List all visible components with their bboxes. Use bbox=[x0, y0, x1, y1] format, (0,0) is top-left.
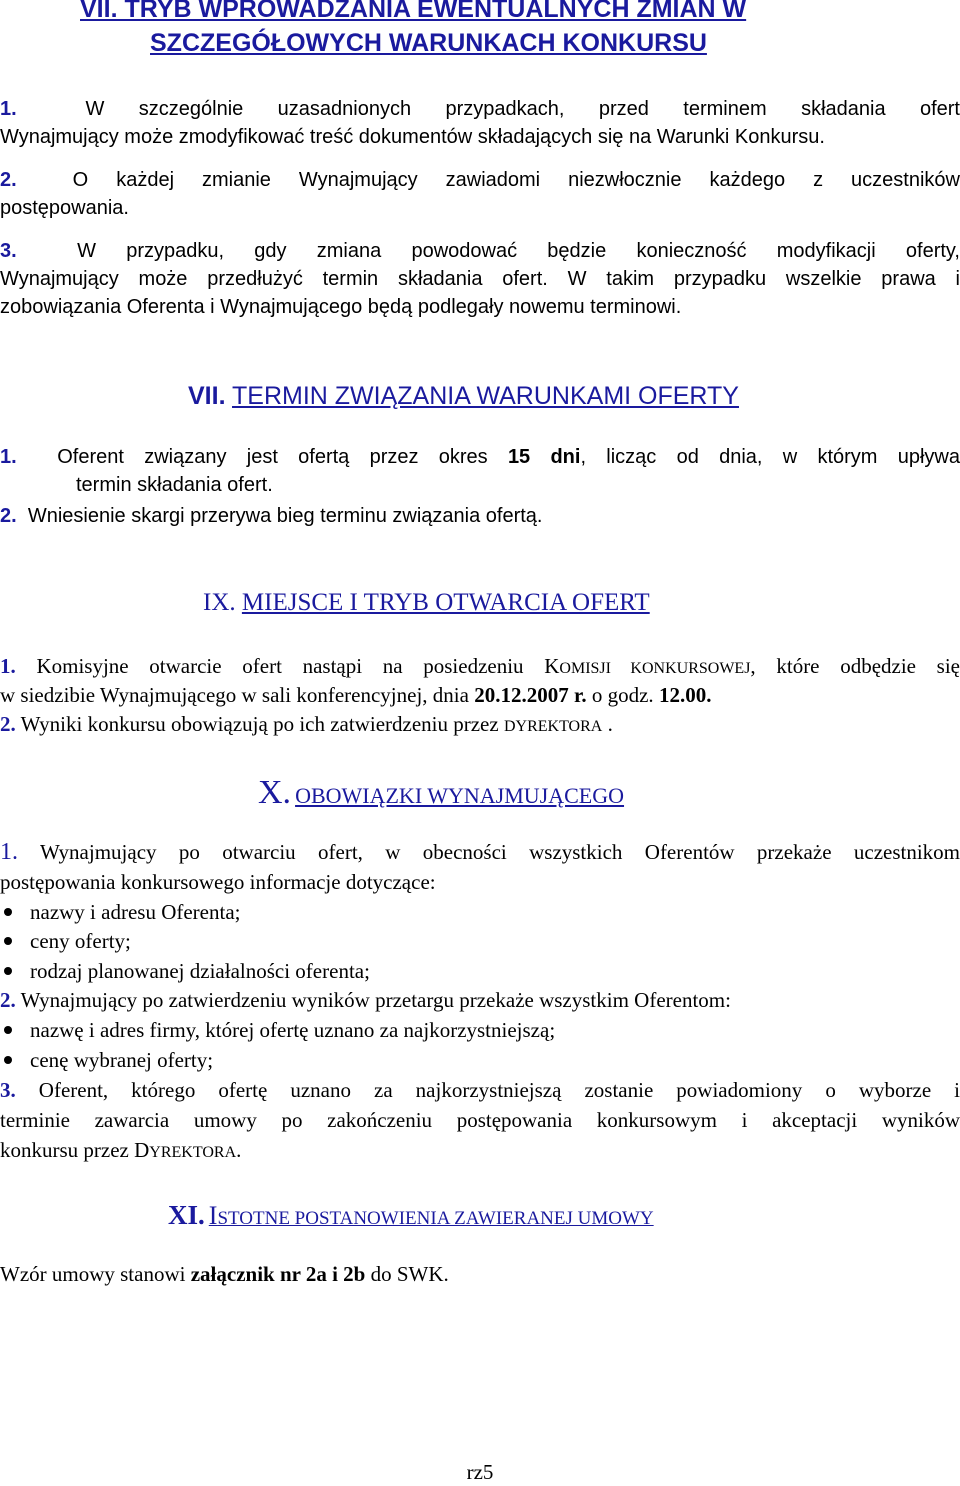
paragraph-number: 1. bbox=[0, 446, 17, 468]
bullet-icon bbox=[4, 908, 12, 916]
paragraph-vii-1-line2: termin składania ofert. bbox=[76, 474, 273, 496]
paragraph-number: 1. bbox=[0, 654, 16, 678]
bullet-icon bbox=[4, 1056, 12, 1064]
bullet-icon bbox=[4, 937, 12, 945]
bullet-icon bbox=[4, 1026, 12, 1034]
paragraph-3-line1: 3. W przypadku, gdy zmiana powodować będzie konieczność modyfikacji oferty, bbox=[0, 240, 960, 262]
paragraph-x-2: 2. Wynajmujący po zatwierdzeniu wyników przetargu przekaże wszystkim Oferentom: bbox=[0, 988, 731, 1012]
paragraph-ix-1-line2: w siedzibie Wynajmującego w sali konferencyjnej, dnia 20.12.2007 r. o godz. 12.00. bbox=[0, 683, 712, 707]
paragraph-1-line2: Wynajmujący może zmodyfikować treść dokumentów składających się na Warunki Konkursu. bbox=[0, 126, 825, 148]
section-heading-line1: VII. TRYB WPROWADZANIA EWENTUALNYCH ZMIAN W bbox=[80, 0, 747, 23]
paragraph-number: 2. bbox=[0, 712, 16, 736]
section-heading: X. OBOWIĄZKI WYNAJMUJĄCEGO bbox=[258, 774, 625, 811]
paragraph-number: 1. bbox=[0, 98, 17, 120]
paragraph-x-3-line1: 3. Oferent, którego ofertę uznano za najkorzystniejszą zostanie powiadomiony o wyborze i bbox=[0, 1078, 960, 1102]
paragraph-number: 2. bbox=[0, 169, 17, 191]
section-heading: IX. MIEJSCE I TRYB OTWARCIA OFERT bbox=[203, 589, 650, 616]
paragraph-number: 3. bbox=[0, 240, 17, 262]
paragraph-1-line1: 1. W szczególnie uzasadnionych przypadkach, przed terminem składania ofert bbox=[0, 98, 960, 120]
document-page: VII. TRYB WPROWADZANIA EWENTUALNYCH ZMIAN W SZCZEGÓŁOWYCH WARUNKACH KONKURSU 1. W szczególnie uzasadnionych przypadkach, przed terminem składania ofert Wynajmujący może zmodyfikować treść dokumentów składających się na Warunki Konkursu. 2. O każdej zmianie Wynajmujący zawiadomi niezwłocznie każdego z uczestników postępowania. 3. W przypadku, gdy zmiana powodować będzie konieczność modyfikacji oferty, Wynajmujący może przedłużyć termin składania ofert. W takim przypadku wszelkie prawa i zobowiązania Oferenta i Wynajmującego będą podlegały nowemu terminowi. VII. TERMIN ZWIĄZANIA WARUNKAMI OFERTY 1. Oferent związany jest ofertą przez okres 15 dni, licząc od dnia, w którym upływa termin składania ofert. 2. Wniesienie skargi przerywa bieg terminu związania ofertą. IX. MIEJSCE I TRYB OTWARCIA OFERT 1. Komisyjne otwarcie ofert nastąpi na posiedzeniu KOMISJI KONKURSOWEJ, które odbędzie się w siedzibie Wynajmującego w sali konferencyjnej, dnia 20.12.2007 r. o godz. 12.00. 2. Wyniki konkursu obowiązują po ich zatwierdzeniu przez DYREKTORA . X. OBOWIĄZKI WYNAJMUJĄCEGO 1. Wynajmujący po otwarciu ofert, w obecności wszystkich Oferentów przekaże uczestnikom postępowania konkursowego informacje dotyczące: nazwy i adresu Oferenta; ceny oferty; rodzaj planowanej działalności oferenta; 2. Wynajmujący po zatwierdzeniu wyników przetargu przekaże wszystkim Oferentom: nazwę i adres firmy, której ofertę uznano za najkorzystniejszą; cenę wybranej oferty; 3. Oferent, którego ofertę uznano za najkorzystniejszą zostanie powiadomiony o wyborze i terminie zawarcia umowy po zakończeniu postępowania konkursowym i akceptacji wyników konkursu przez DYREKTORA. XI. ISTOTNE POSTANOWIENIA ZAWIERANEJ UMOWY Wzór umowy stanowi załącznik nr 2a i 2b do SWK. rz5 bbox=[0, 0, 960, 1482]
paragraph-3-line3: zobowiązania Oferenta i Wynajmującego będą podlegały nowemu terminowi. bbox=[0, 296, 682, 318]
bullet-icon bbox=[4, 967, 12, 975]
paragraph-number: 1. bbox=[0, 839, 18, 865]
paragraph-number: 3. bbox=[0, 1078, 16, 1102]
page-number: rz5 bbox=[466, 1460, 494, 1484]
section-heading: VII. TERMIN ZWIĄZANIA WARUNKAMI OFERTY bbox=[188, 382, 739, 410]
paragraph-number: 2. bbox=[0, 988, 16, 1012]
closing-paragraph: Wzór umowy stanowi załącznik nr 2a i 2b do SWK. bbox=[0, 1262, 449, 1286]
paragraph-3-line2: Wynajmujący może przedłużyć termin składania ofert. W takim przypadku wszelkie prawa i bbox=[0, 268, 960, 290]
paragraph-x-1-line2: postępowania konkursowego informacje dotyczące: bbox=[0, 870, 436, 894]
paragraph-x-3-line3: konkursu przez DYREKTORA. bbox=[0, 1138, 242, 1162]
section-heading-line2: SZCZEGÓŁOWYCH WARUNKACH KONKURSU bbox=[150, 29, 707, 57]
paragraph-ix-1-line1: 1. Komisyjne otwarcie ofert nastąpi na posiedzeniu KOMISJI KONKURSOWEJ, które odbędzie się bbox=[0, 654, 960, 678]
paragraph-vii-1-line1: 1. Oferent związany jest ofertą przez okres 15 dni, licząc od dnia, w którym upływa bbox=[0, 446, 960, 468]
paragraph-x-1-line1: 1. Wynajmujący po otwarciu ofert, w obecności wszystkich Oferentów przekaże uczestnikom bbox=[0, 839, 960, 865]
paragraph-x-3-line2: terminie zawarcia umowy po zakończeniu postępowania konkursowym i akceptacji wyników bbox=[0, 1108, 960, 1132]
paragraph-2-line1: 2. O każdej zmianie Wynajmujący zawiadomi niezwłocznie każdego z uczestników bbox=[0, 169, 960, 191]
paragraph-2-line2: postępowania. bbox=[0, 197, 129, 219]
paragraph-ix-2: 2. Wyniki konkursu obowiązują po ich zatwierdzeniu przez DYREKTORA . bbox=[0, 712, 613, 736]
paragraph-number: 2. bbox=[0, 505, 17, 527]
paragraph-vii-2: 2. Wniesienie skargi przerywa bieg terminu związania ofertą. bbox=[0, 505, 543, 527]
section-heading: XI. ISTOTNE POSTANOWIENIA ZAWIERANEJ UMOWY bbox=[168, 1200, 654, 1230]
